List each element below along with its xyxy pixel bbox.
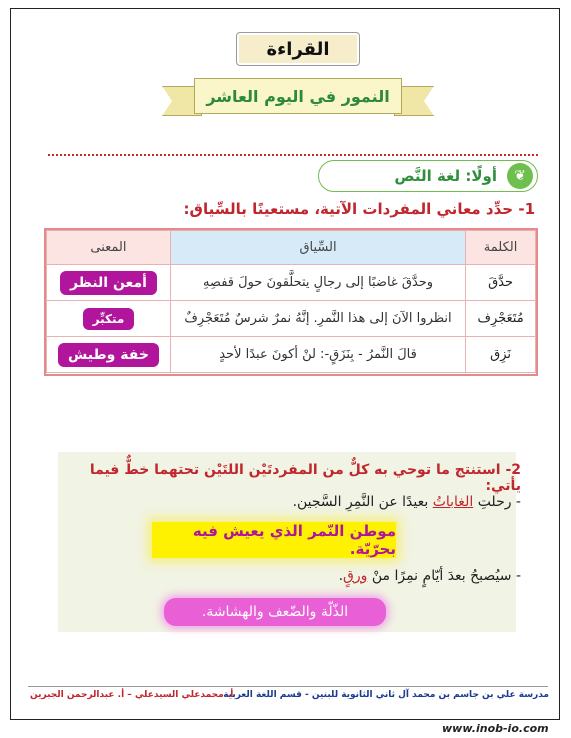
answer-badge: متكبِّر (83, 308, 135, 330)
footer-school: مدرسة علي بن جاسم بن محمد آل ثاني الثانوية للبنين - قسم اللغة العربية (223, 690, 549, 700)
word-cell: حدَّقَ (466, 265, 536, 301)
meaning-cell (47, 337, 171, 373)
page-title: القراءة (236, 32, 360, 66)
context-cell: وحدَّقَ غاضبًا إلى رجالٍ يتحلَّقونَ حولَ قفصِهِ (170, 265, 465, 301)
sentence-1 (293, 494, 521, 510)
lesson-ribbon (180, 78, 416, 120)
word-cell: مُتَعَجْرِف (466, 301, 536, 337)
table-header-row (47, 231, 536, 265)
sentence-2-prefix: - سيُصبحُ بعدَ أيّامٍ نمِرًا منْ (371, 568, 521, 584)
column-header-meaning: المعنى (47, 231, 171, 265)
context-cell: قالَ النَّمرُ - بِنَزَقٍ-: لنْ أكونَ عبدًا لأحدٍ (170, 337, 465, 373)
answer-badge: خفة وطيش (58, 343, 159, 367)
context-cell: انظروا الآنَ إلى هذا النَّمرِ. إنَّهُ نمرٌ شرسٌ مُتَعَجْرِفٌ (170, 301, 465, 337)
vocabulary-table (46, 230, 536, 373)
answer-2-highlight: الذّلّة والضّعف والهشاشة. (164, 598, 386, 626)
section-heading (318, 160, 538, 192)
leaf-icon: ❦ (507, 163, 533, 189)
column-header-context: السِّياق (170, 231, 465, 265)
footer-divider (28, 686, 548, 687)
sentence-1-underlined-word: الغاباتُ (432, 494, 474, 510)
table-row (47, 337, 536, 373)
site-watermark[interactable]: www.inob-io.com (442, 722, 549, 735)
question-2-prompt: 2- استنتج ما توحي به كلٌّ من المفردتَيْن اللتَيْن تحتهما خطٌّ فيما يأتي: (89, 462, 521, 494)
dotted-divider (48, 154, 538, 156)
sentence-2 (339, 568, 521, 584)
question-1-prompt: 1- حدِّد معاني المفردات الآتية، مستعينًا بالسِّياق: (183, 200, 535, 218)
lesson-title: النمور في اليوم العاشر (194, 78, 402, 114)
table-row (47, 301, 536, 337)
answer-1-highlight: موطن النّمر الذي يعيش فيه بحرّيّة. (152, 522, 396, 558)
section-label: أولًا: لغة النَّص (394, 167, 497, 185)
sentence-2-suffix: . (338, 568, 344, 584)
column-header-word: الكلمة (466, 231, 536, 265)
sentence-1-prefix: - رحلتِ (477, 494, 521, 510)
word-cell: نَزِق (466, 337, 536, 373)
sentence-2-underlined-word: ورقٍ (343, 568, 368, 584)
meaning-cell (47, 265, 171, 301)
answer-badge: أمعن النظر (60, 271, 157, 295)
table-row (47, 265, 536, 301)
footer-teachers: أ. محمدعلي السيدعلي – أ. عبدالرحمن الجبرين (30, 690, 234, 700)
meaning-cell (47, 301, 171, 337)
sentence-1-suffix: بعيدًا عن النَّمِرِ السَّجين. (292, 494, 429, 510)
